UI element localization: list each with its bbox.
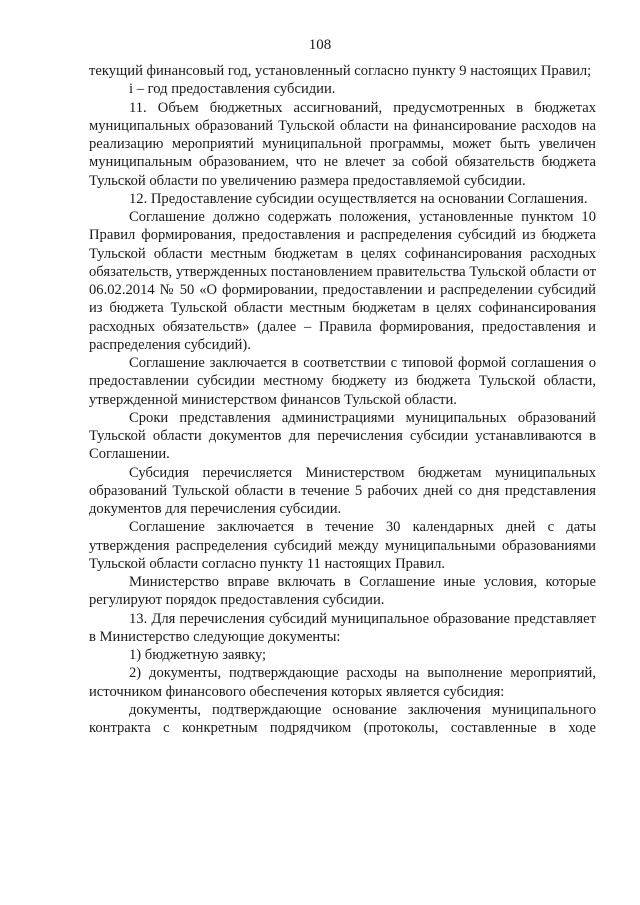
paragraph: 13. Для перечисления субсидий муниципальное образование представляет в Министерство следующие документы: xyxy=(89,610,596,645)
paragraph: Министерство вправе включать в Соглашение иные условия, которые регулируют порядок предоставления субсидии. xyxy=(89,574,596,609)
paragraph: Субсидия перечисляется Министерством бюджетам муниципальных образований Тульской области в течение 5 рабочих дней со дня представления документов для перечисления субсидии. xyxy=(89,464,596,517)
paragraph: Сроки представления администрациями муниципальных образований Тульской области документов для перечисления субсидии устанавливаются в Соглашении. xyxy=(89,409,596,463)
paragraph: i – год предоставления субсидии. xyxy=(129,81,336,98)
paragraph: 11. Объем бюджетных ассигнований, предусмотренных в бюджетах муниципальных образований Тульской области на финансирование расходов на реализацию мероприятий муниципальной программы, может быть увеличен муниципальным образованием, что не влечет за собой обязательств бюджета Тульской области по увеличению размера предоставляемой субсидии. xyxy=(89,99,596,189)
paragraph: текущий финансовый год, установленный согласно пункту 9 настоящих Правил; xyxy=(89,63,592,79)
paragraph: 12. Предоставление субсидии осуществляется на основании Соглашения. xyxy=(129,190,588,207)
paragraph: 1) бюджетную заявку; xyxy=(129,647,267,663)
page-number: 108 xyxy=(308,37,332,53)
paragraph: Соглашение заключается в соответствии с типовой формой соглашения о предоставлении субсидии местному бюджету из бюджета Тульской области, утвержденной министерством финансов Тульской области. xyxy=(89,355,596,408)
paragraph: 2) документы, подтверждающие расходы на выполнение мероприятий, источником финансового обеспечения которых является субсидия: xyxy=(89,665,596,700)
paragraph: Соглашение должно содержать положения, установленные пунктом 10 Правил формирования, предоставления и распределения субсидий из бюджета Тульской области местным бюджетам в целях софинансирования расходных обязательств, утвержденных постановлением правительства Тульской области от 06.02.2014 № 50 «О формировании, предоставлении и распределении субсидий из бюджета Тульской области местным бюджетам в целях софинансирования расходных обязательств» (далее – Правила формирования, предоставления и распределения субсидий). xyxy=(89,209,596,353)
paragraph: документы, подтверждающие основание заключения муниципального контракта с конкретным подрядчиком (протоколы, составленные в ходе xyxy=(89,701,596,736)
document-body xyxy=(89,62,596,737)
paragraph: Соглашение заключается в течение 30 календарных дней с даты утверждения распределения субсидий между муниципальными образованиями Тульской области согласно пункту 11 настоящих Правил. xyxy=(89,519,596,572)
